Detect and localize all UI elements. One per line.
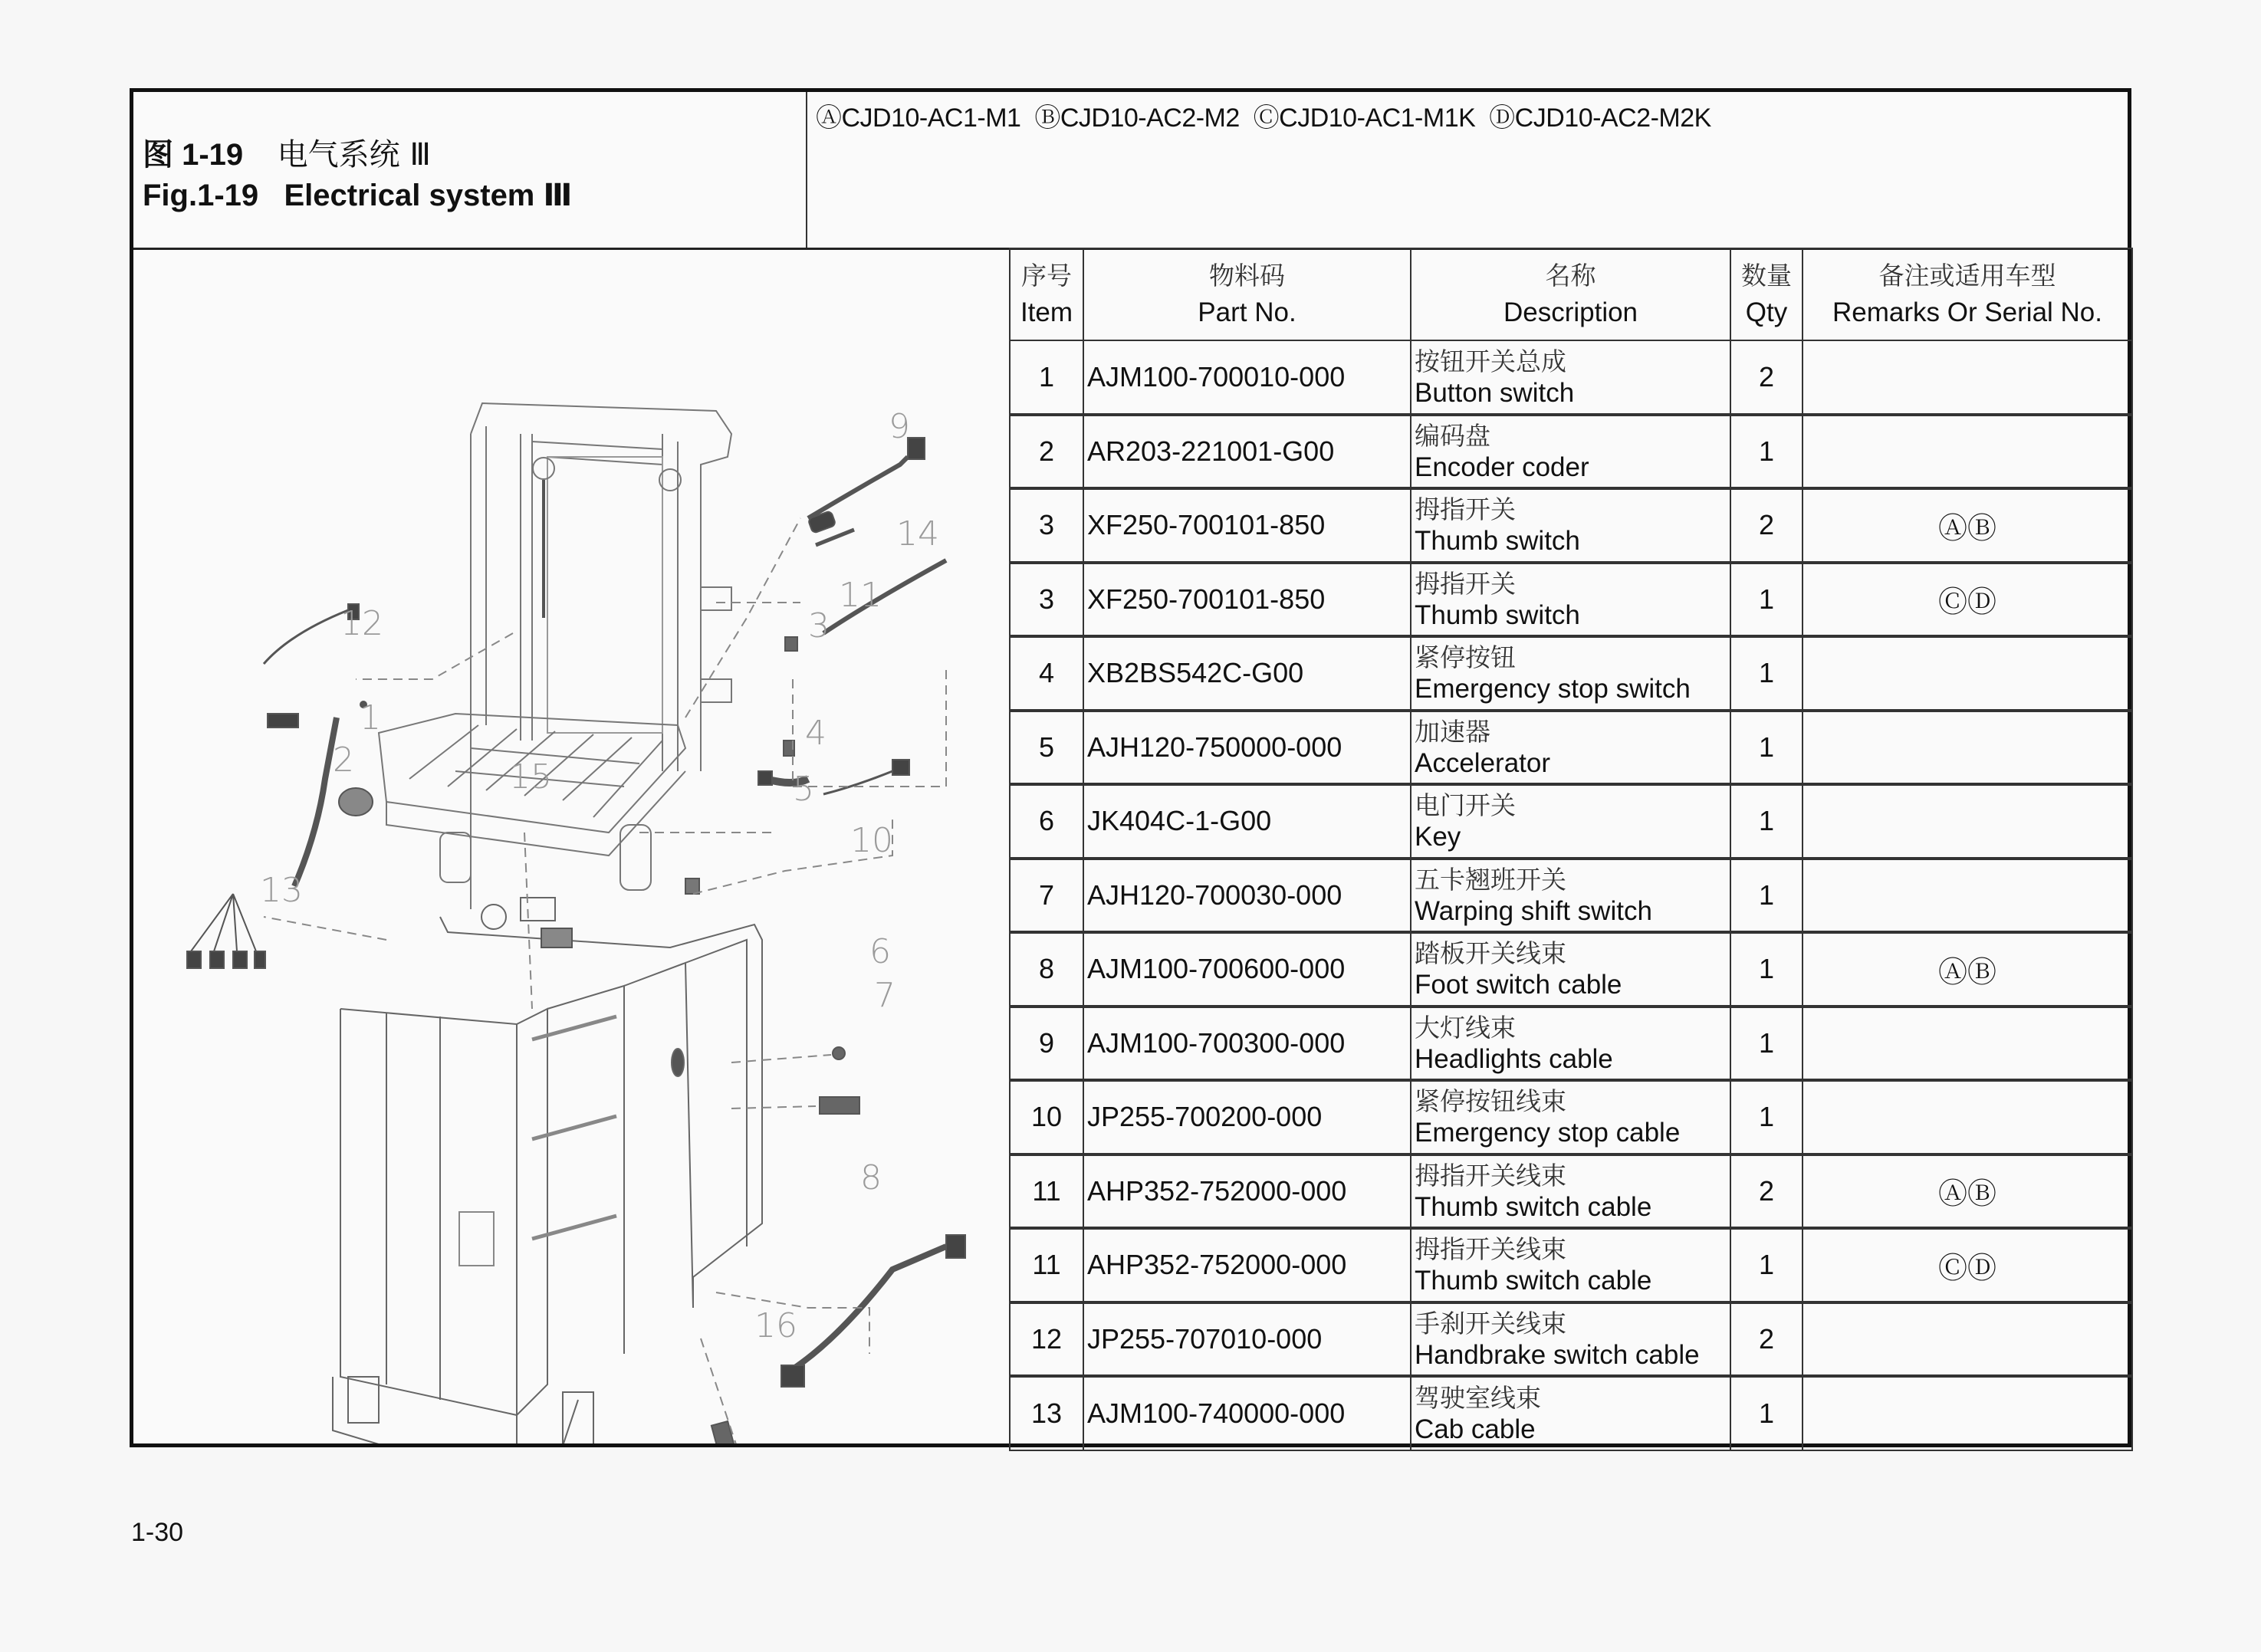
cell-remarks: ⒶⒷ <box>1803 932 2132 1007</box>
cell-remarks: ⒶⒷ <box>1803 1154 2132 1229</box>
column-header-remarks <box>1803 248 2132 340</box>
cell-part-no: AR203-221001-G00 <box>1083 415 1411 489</box>
callout-label: 6 <box>869 932 891 971</box>
callout-label: 4 <box>805 714 827 753</box>
cell-item: 1 <box>1010 340 1083 415</box>
description-en: Thumb switch cable <box>1415 1191 1652 1222</box>
cell-remarks <box>1803 1376 2132 1450</box>
callout-label: 1 <box>360 698 381 737</box>
description-cn: 拇指开关 <box>1415 494 1516 525</box>
cell-item: 4 <box>1010 636 1083 711</box>
description-en: Thumb switch <box>1415 526 1580 557</box>
description-en: Thumb switch cable <box>1415 1266 1652 1296</box>
description-cn: 五卡翘班开关 <box>1415 864 1566 895</box>
cell-part-no: JP255-707010-000 <box>1083 1302 1411 1377</box>
cell-item: 9 <box>1010 1007 1083 1081</box>
cell-item: 13 <box>1010 1376 1083 1450</box>
description-cn: 踏板开关线束 <box>1415 938 1566 969</box>
table-row <box>1010 1154 2132 1229</box>
cell-description <box>1411 932 1730 1007</box>
cell-description <box>1411 636 1730 711</box>
cell-qty: 1 <box>1730 1376 1803 1450</box>
cell-qty: 1 <box>1730 1080 1803 1154</box>
callout-label: 14 <box>896 514 939 553</box>
cell-part-no: AJM100-700600-000 <box>1083 932 1411 1007</box>
figure-name-cn: 电气系统 Ⅲ <box>277 137 431 172</box>
page-number: 1-30 <box>131 1518 184 1547</box>
cell-part-no: AJM100-740000-000 <box>1083 1376 1411 1450</box>
cell-description <box>1411 563 1730 637</box>
table-row <box>1010 488 2132 563</box>
description-en: Thumb switch <box>1415 599 1580 630</box>
table-row <box>1010 1080 2132 1154</box>
description-cn: 驾驶室线束 <box>1415 1382 1541 1413</box>
cell-description <box>1411 1228 1730 1302</box>
cell-qty: 1 <box>1730 711 1803 785</box>
cell-qty: 1 <box>1730 932 1803 1007</box>
applicable-models: ⒶCJD10-AC1-M1 ⒷCJD10-AC2-M2 ⒸCJD10-AC1-M1K ⒹCJD10-AC2-M2K <box>816 103 1711 133</box>
callout-label: 9 <box>889 407 910 446</box>
cell-description <box>1411 415 1730 489</box>
callout-label: 11 <box>839 576 882 615</box>
callout-label: 7 <box>874 976 896 1015</box>
callout-label: 10 <box>850 821 893 860</box>
cell-part-no: JK404C-1-G00 <box>1083 784 1411 859</box>
figure-name-en: Electrical system Ⅲ <box>284 179 573 212</box>
column-header-cn: 物料码 <box>1209 261 1285 291</box>
column-header-cn: 序号 <box>1021 261 1072 291</box>
cell-remarks: ⒶⒷ <box>1803 488 2132 563</box>
cell-remarks <box>1803 1080 2132 1154</box>
leader-lines <box>264 518 946 1443</box>
cell-description <box>1411 340 1730 415</box>
cell-remarks <box>1803 340 2132 415</box>
cell-item: 6 <box>1010 784 1083 859</box>
table-row <box>1010 784 2132 859</box>
description-en: Accelerator <box>1415 747 1551 778</box>
exploded-diagram <box>133 250 1011 1443</box>
cell-remarks <box>1803 859 2132 933</box>
table-row <box>1010 1228 2132 1302</box>
description-cn: 大灯线束 <box>1415 1012 1516 1043</box>
cell-description <box>1411 1302 1730 1377</box>
table-row <box>1010 563 2132 637</box>
figure-title-cn <box>143 130 431 174</box>
callout-label: 13 <box>260 871 303 910</box>
column-header-cn: 名称 <box>1545 261 1596 291</box>
cell-remarks: ⒸⒹ <box>1803 563 2132 637</box>
description-cn: 加速器 <box>1415 716 1490 747</box>
cell-part-no: AJH120-700030-000 <box>1083 859 1411 933</box>
cell-item: 8 <box>1010 932 1083 1007</box>
table-row <box>1010 1376 2132 1450</box>
description-en: Warping shift switch <box>1415 895 1652 926</box>
table-row <box>1010 415 2132 489</box>
cell-remarks <box>1803 636 2132 711</box>
cell-qty: 2 <box>1730 1302 1803 1377</box>
description-cn: 拇指开关 <box>1415 568 1516 599</box>
table-header-row <box>1010 248 2132 340</box>
description-en: Key <box>1415 822 1461 852</box>
description-en: Button switch <box>1415 377 1575 408</box>
table-row <box>1010 340 2132 415</box>
cell-item: 3 <box>1010 563 1083 637</box>
description-cn: 拇指开关线束 <box>1415 1234 1566 1265</box>
cell-description <box>1411 1080 1730 1154</box>
cell-qty: 1 <box>1730 1228 1803 1302</box>
cell-item: 2 <box>1010 415 1083 489</box>
cell-part-no: AJM100-700300-000 <box>1083 1007 1411 1081</box>
cell-part-no: AHP352-752000-000 <box>1083 1228 1411 1302</box>
table-row <box>1010 1007 2132 1081</box>
cell-item: 11 <box>1010 1154 1083 1229</box>
cell-remarks <box>1803 711 2132 785</box>
figure-frame <box>130 88 2131 1447</box>
description-cn: 紧停按钮 <box>1415 642 1516 673</box>
callout-label: 5 <box>793 770 814 809</box>
table-row <box>1010 1302 2132 1377</box>
column-header-qty <box>1730 248 1803 340</box>
cell-qty: 1 <box>1730 563 1803 637</box>
cell-description <box>1411 859 1730 933</box>
cell-remarks <box>1803 784 2132 859</box>
cell-description <box>1411 784 1730 859</box>
column-header-description <box>1411 248 1730 340</box>
figure-label-en: Fig.1-19 <box>143 179 259 212</box>
callout-label: 12 <box>340 604 383 643</box>
chassis-drawing <box>333 898 762 1443</box>
cell-qty: 1 <box>1730 1007 1803 1081</box>
cell-item: 11 <box>1010 1228 1083 1302</box>
column-header-en: Remarks Or Serial No. <box>1832 297 2103 327</box>
column-header-en: Item <box>1020 297 1073 327</box>
cell-item: 10 <box>1010 1080 1083 1154</box>
callout-label: 3 <box>808 606 830 645</box>
column-header-en: Part No. <box>1198 297 1296 327</box>
table-row <box>1010 859 2132 933</box>
cell-description <box>1411 711 1730 785</box>
callout-label: 8 <box>860 1158 882 1197</box>
description-en: Headlights cable <box>1415 1043 1613 1074</box>
cell-qty: 2 <box>1730 488 1803 563</box>
table-row <box>1010 932 2132 1007</box>
cell-item: 5 <box>1010 711 1083 785</box>
cell-part-no: AHP352-752000-000 <box>1083 1154 1411 1229</box>
column-header-en: Qty <box>1745 297 1788 327</box>
cell-part-no: JP255-700200-000 <box>1083 1080 1411 1154</box>
description-en: Cab cable <box>1415 1414 1536 1444</box>
cell-item: 12 <box>1010 1302 1083 1377</box>
column-header-item <box>1010 248 1083 340</box>
cell-qty: 2 <box>1730 340 1803 415</box>
table-row <box>1010 636 2132 711</box>
cell-qty: 1 <box>1730 784 1803 859</box>
description-cn: 手刹开关线束 <box>1415 1308 1566 1338</box>
callout-label: 15 <box>509 757 552 796</box>
cell-part-no: XF250-700101-850 <box>1083 488 1411 563</box>
column-header-cn: 备注或适用车型 <box>1878 261 2056 291</box>
description-en: Foot switch cable <box>1415 970 1622 1000</box>
table-row <box>1010 711 2132 785</box>
cell-item: 7 <box>1010 859 1083 933</box>
description-cn: 拇指开关线束 <box>1415 1160 1566 1191</box>
cell-item: 3 <box>1010 488 1083 563</box>
column-header-part-no <box>1083 248 1411 340</box>
cell-remarks <box>1803 1007 2132 1081</box>
cell-qty: 1 <box>1730 415 1803 489</box>
parts-table <box>1009 248 2133 1451</box>
description-en: Encoder coder <box>1415 452 1589 482</box>
callout-label: 16 <box>754 1306 797 1345</box>
cell-description <box>1411 1007 1730 1081</box>
description-cn: 按钮开关总成 <box>1415 346 1566 376</box>
description-en: Emergency stop cable <box>1415 1118 1681 1148</box>
figure-label-cn: 图 1-19 <box>143 138 244 172</box>
cell-remarks <box>1803 415 2132 489</box>
cell-description <box>1411 1154 1730 1229</box>
cell-qty: 2 <box>1730 1154 1803 1229</box>
cell-description <box>1411 1376 1730 1450</box>
cell-part-no: AJH120-750000-000 <box>1083 711 1411 785</box>
cell-remarks <box>1803 1302 2132 1377</box>
figure-title-en <box>143 178 572 213</box>
callout-label: 2 <box>333 741 354 780</box>
description-en: Emergency stop switch <box>1415 674 1691 704</box>
cell-part-no: XF250-700101-850 <box>1083 563 1411 637</box>
cell-qty: 1 <box>1730 636 1803 711</box>
title-divider <box>806 92 807 248</box>
cell-part-no: AJM100-700010-000 <box>1083 340 1411 415</box>
description-en: Handbrake switch cable <box>1415 1339 1700 1370</box>
description-cn: 编码盘 <box>1415 420 1490 451</box>
cell-qty: 1 <box>1730 859 1803 933</box>
cell-description <box>1411 488 1730 563</box>
cell-part-no: XB2BS542C-G00 <box>1083 636 1411 711</box>
description-cn: 电门开关 <box>1415 790 1516 821</box>
column-header-cn: 数量 <box>1741 261 1792 291</box>
cell-remarks: ⒸⒹ <box>1803 1228 2132 1302</box>
column-header-en: Description <box>1503 297 1638 327</box>
description-cn: 紧停按钮线束 <box>1415 1086 1566 1117</box>
